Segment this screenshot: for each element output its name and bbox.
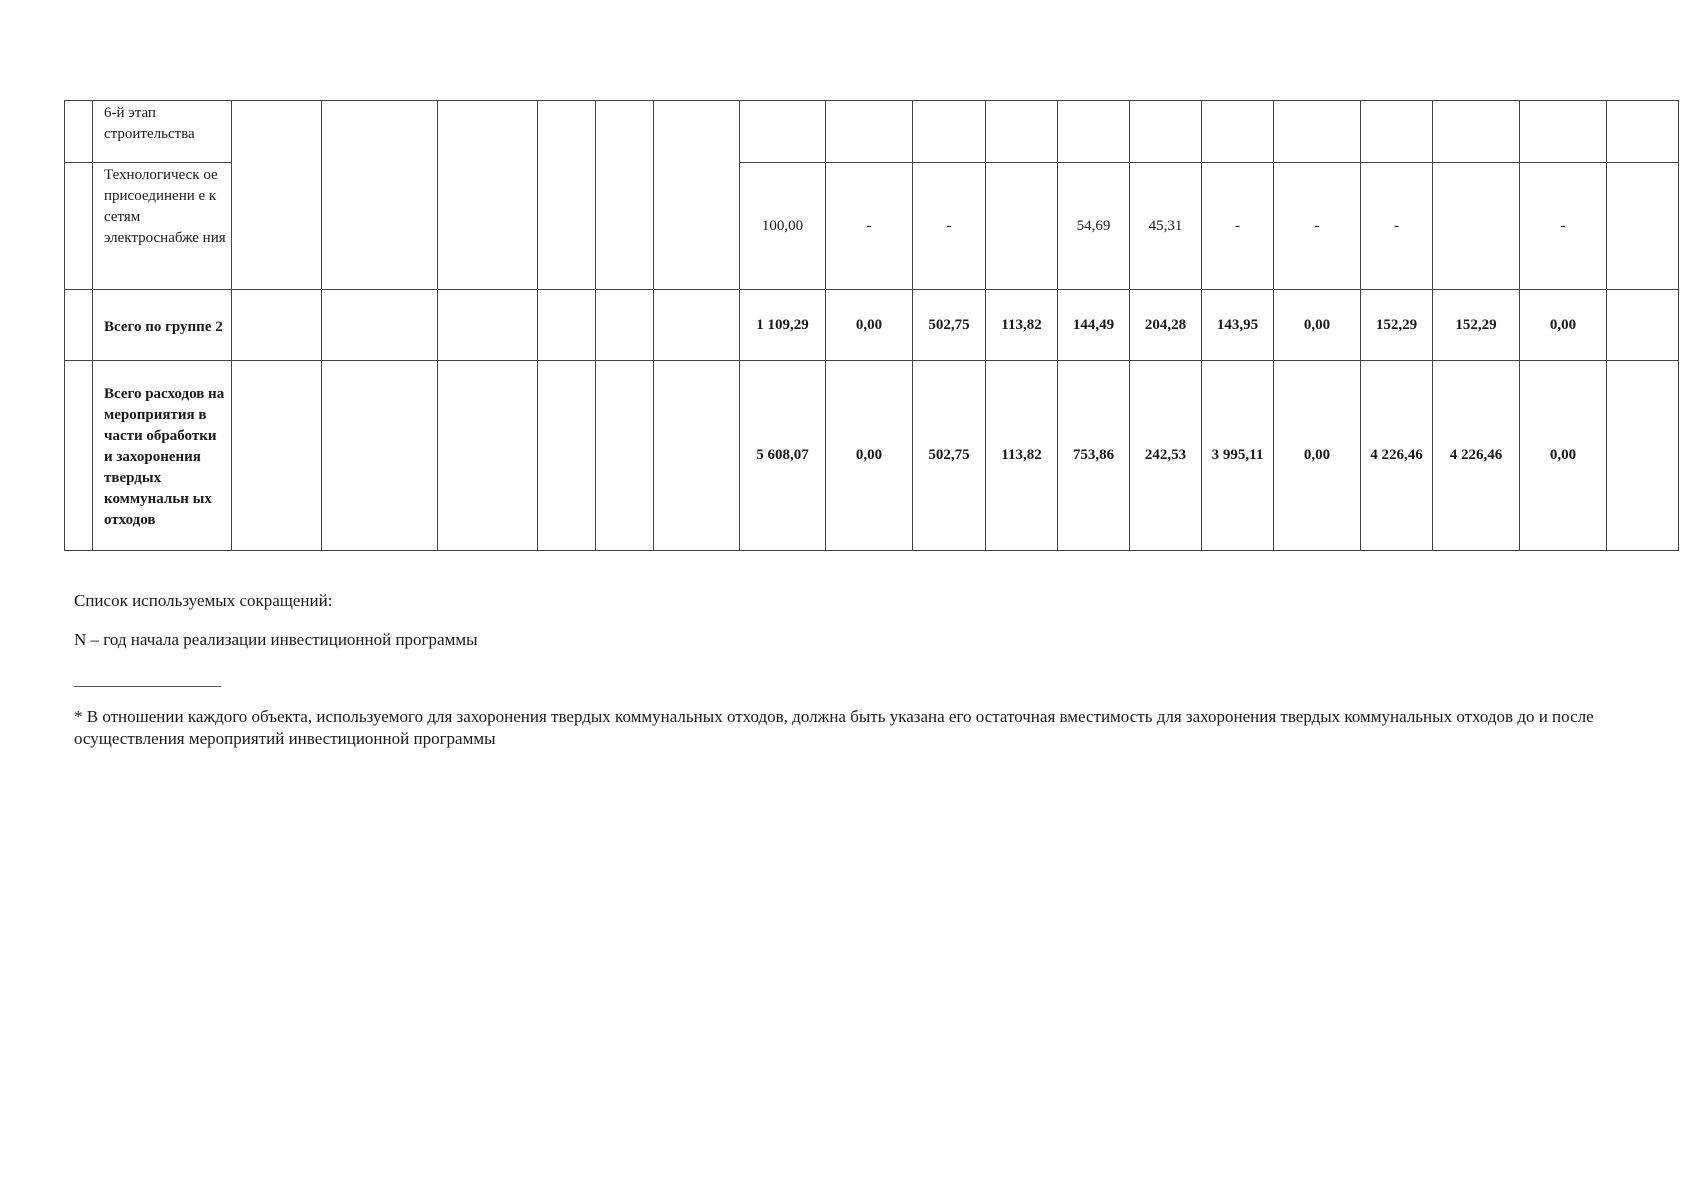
value-cell: 113,82 bbox=[986, 361, 1058, 551]
value-cell: 152,29 bbox=[1361, 290, 1433, 361]
row-name-cell: 6-й этап строительства bbox=[93, 101, 232, 163]
value-cell: - bbox=[1202, 163, 1274, 290]
empty-cell bbox=[538, 101, 596, 290]
investment-program-table bbox=[64, 100, 1679, 551]
value-cell: 152,29 bbox=[1433, 290, 1520, 361]
abbreviations-heading: Список используемых сокращений: bbox=[74, 591, 333, 610]
value-cell bbox=[986, 163, 1058, 290]
value-cell: 100,00 bbox=[740, 163, 826, 290]
empty-cell bbox=[438, 101, 538, 290]
value-cell bbox=[1202, 101, 1274, 163]
footnote-separator bbox=[74, 686, 221, 687]
empty-cell bbox=[232, 290, 322, 361]
value-cell: 144,49 bbox=[1058, 290, 1130, 361]
empty-cell bbox=[232, 361, 322, 551]
value-cell bbox=[1607, 290, 1679, 361]
value-cell: - bbox=[1520, 163, 1607, 290]
empty-cell bbox=[654, 101, 740, 290]
row-name-cell: Технологическ ое присоединени е к сетям электроснабже ния bbox=[93, 163, 232, 290]
value-cell bbox=[1520, 101, 1607, 163]
value-cell: 0,00 bbox=[826, 290, 913, 361]
row-number-cell bbox=[65, 163, 93, 290]
footnote-text: * В отношении каждого объекта, используемого для захоронения твердых коммунальных отходов, должна быть указана его остаточная вместимость для захоронения твердых коммунальных отходов до и после осуществления мероприятий инвестиционной программы bbox=[74, 707, 1594, 748]
value-cell: 242,53 bbox=[1130, 361, 1202, 551]
value-cell bbox=[740, 101, 826, 163]
value-cell: 502,75 bbox=[913, 361, 986, 551]
value-cell bbox=[1058, 101, 1130, 163]
value-cell bbox=[1433, 101, 1520, 163]
empty-cell bbox=[654, 361, 740, 551]
value-cell: 753,86 bbox=[1058, 361, 1130, 551]
value-cell bbox=[986, 101, 1058, 163]
abbreviation-item: N – год начала реализации инвестиционной программы bbox=[74, 630, 478, 649]
empty-cell bbox=[232, 101, 322, 290]
value-cell bbox=[1607, 361, 1679, 551]
value-cell: - bbox=[913, 163, 986, 290]
empty-cell bbox=[538, 361, 596, 551]
value-cell: 4 226,46 bbox=[1361, 361, 1433, 551]
value-cell: 54,69 bbox=[1058, 163, 1130, 290]
row-name-cell: Всего по группе 2 bbox=[93, 290, 232, 361]
row-number-cell bbox=[65, 361, 93, 551]
value-cell: 4 226,46 bbox=[1433, 361, 1520, 551]
table-row-grand-total bbox=[65, 361, 1679, 551]
table-row-group-total bbox=[65, 290, 1679, 361]
empty-cell bbox=[322, 101, 438, 290]
value-cell: 1 109,29 bbox=[740, 290, 826, 361]
value-cell: - bbox=[1274, 163, 1361, 290]
empty-cell bbox=[322, 290, 438, 361]
value-cell: 45,31 bbox=[1130, 163, 1202, 290]
value-cell bbox=[826, 101, 913, 163]
empty-cell bbox=[654, 290, 740, 361]
table-row bbox=[65, 101, 1679, 163]
row-name-cell: Всего расходов на мероприятия в части обработки и захоронения твердых коммунальн ых отходов bbox=[93, 361, 232, 551]
value-cell: 0,00 bbox=[1520, 361, 1607, 551]
empty-cell bbox=[438, 361, 538, 551]
empty-cell bbox=[538, 290, 596, 361]
row-number-cell bbox=[65, 101, 93, 163]
value-cell: - bbox=[826, 163, 913, 290]
value-cell: 204,28 bbox=[1130, 290, 1202, 361]
value-cell: 113,82 bbox=[986, 290, 1058, 361]
value-cell: 0,00 bbox=[1274, 361, 1361, 551]
value-cell: 143,95 bbox=[1202, 290, 1274, 361]
value-cell: 502,75 bbox=[913, 290, 986, 361]
empty-cell bbox=[596, 290, 654, 361]
value-cell: 3 995,11 bbox=[1202, 361, 1274, 551]
value-cell: 0,00 bbox=[826, 361, 913, 551]
empty-cell bbox=[596, 361, 654, 551]
value-cell bbox=[1274, 101, 1361, 163]
value-cell bbox=[1361, 101, 1433, 163]
value-cell: 0,00 bbox=[1274, 290, 1361, 361]
value-cell bbox=[913, 101, 986, 163]
value-cell bbox=[1433, 163, 1520, 290]
value-cell bbox=[1607, 101, 1679, 163]
empty-cell bbox=[438, 290, 538, 361]
value-cell: 0,00 bbox=[1520, 290, 1607, 361]
empty-cell bbox=[322, 361, 438, 551]
row-number-cell bbox=[65, 290, 93, 361]
value-cell: 5 608,07 bbox=[740, 361, 826, 551]
value-cell bbox=[1130, 101, 1202, 163]
value-cell bbox=[1607, 163, 1679, 290]
value-cell: - bbox=[1361, 163, 1433, 290]
empty-cell bbox=[596, 101, 654, 290]
